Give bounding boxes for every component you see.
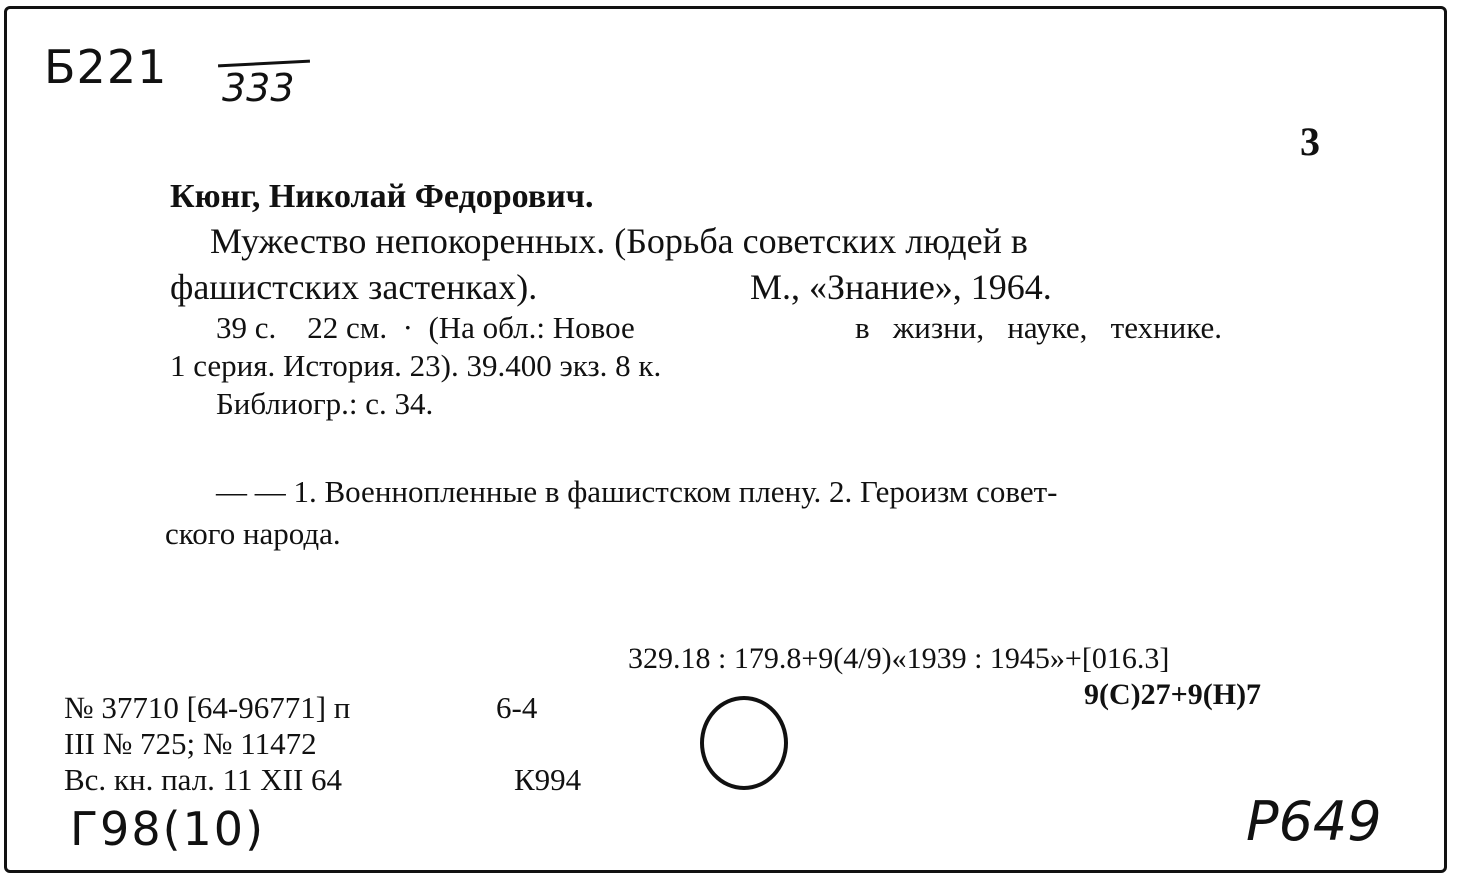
imprint: М., «Знание», 1964. (750, 267, 1052, 307)
author-heading: Кюнг, Николай Федорович. (170, 178, 594, 215)
accession-line-3b: К994 (514, 762, 582, 797)
shelf-mark-number: 333 (222, 66, 295, 110)
title-line-1: Мужество непокоренных. (Борьба советских людей в (210, 221, 1028, 261)
handwritten-note-bottom-left: Г98(10) (70, 802, 266, 856)
collation-line-1a: 39 с. 22 см. · (На обл.: Новое (216, 310, 635, 345)
collation-line-2: 1 серия. История. 23). 39.400 экз. 8 к. (170, 348, 662, 383)
subject-headings-line-2: ского народа. (165, 516, 341, 551)
accession-line-1a: № 37710 [64-96771] п (64, 690, 351, 725)
bibliography-note: Библиогр.: с. 34. (216, 386, 434, 421)
accession-line-3a: Вс. кн. пал. 11 XII 64 (64, 762, 343, 797)
classification-line-2: 9(С)27+9(Н)7 (1084, 678, 1262, 711)
accession-line-1b: 6-4 (496, 690, 538, 725)
classification-line-1: 329.18 : 179.8+9(4/9)«1939 : 1945»+[016.3] (628, 642, 1170, 675)
card-number: 3 (1300, 119, 1320, 164)
accession-line-2: III № 725; № 11472 (64, 726, 317, 761)
collation-line-1b: в жизни, науке, технике. (855, 310, 1223, 345)
subject-headings-line-1: — — 1. Военнопленные в фашистском плену. 2. Героизм совет- (216, 474, 1058, 509)
title-line-2: фашистских застенках). (170, 267, 538, 307)
punch-hole (700, 696, 788, 790)
shelf-mark-main: Б221 (44, 40, 168, 94)
handwritten-note-bottom-right: Р649 (1246, 790, 1382, 853)
